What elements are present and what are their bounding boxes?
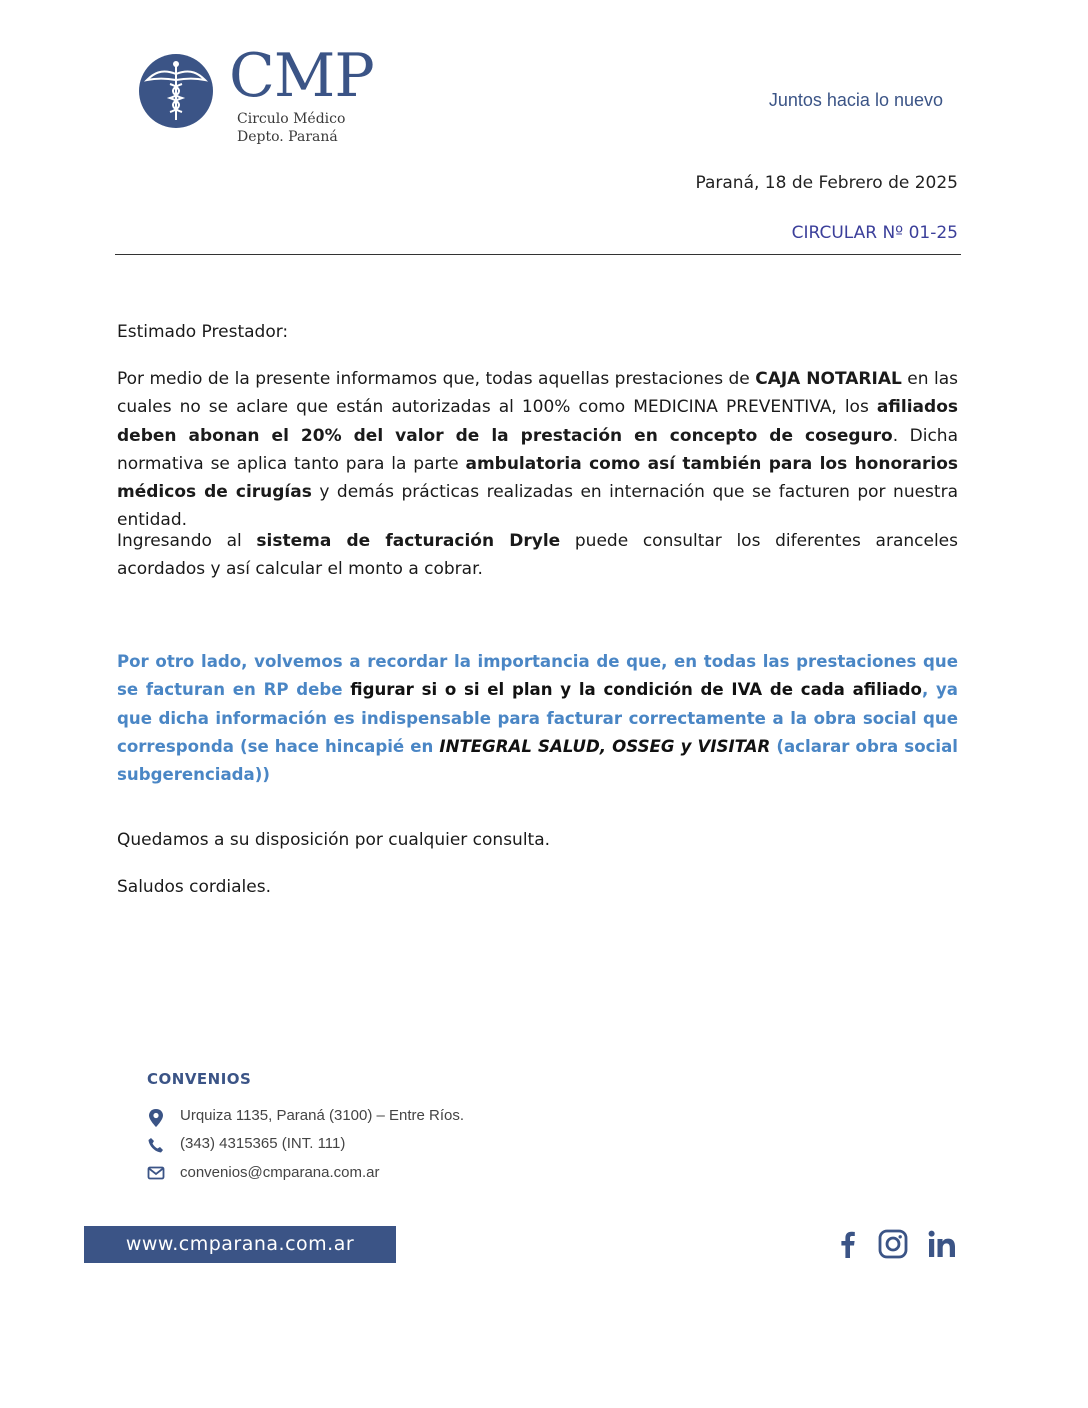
logo-subtitle-line2: Depto. Paraná [237,129,338,145]
p1-bold-caja-notarial: CAJA NOTARIAL [755,369,902,389]
email-link[interactable]: convenios@cmparana.com.ar [180,1164,380,1181]
logo-subtitle-line1: Circulo Médico [237,111,346,127]
greeting: Estimado Prestador: [117,322,289,342]
letter-date: Paraná, 18 de Febrero de 2025 [695,173,958,193]
cmp-logo [139,41,379,152]
location-pin-icon [147,1108,165,1126]
website-link[interactable]: www.cmparana.com.ar [84,1226,396,1263]
p3-obras-sociales: INTEGRAL SALUD, OSSEG y VISITAR [439,736,771,756]
p2-text-c: puede consultar los diferentes aranceles acordados y así calcular el monto a cobrar. [117,531,958,580]
logo-text: CMP [229,41,374,111]
caduceus-icon [139,54,213,128]
p1-bold-coseguro: afiliados deben abonan el 20% del valor de la prestación en concepto de coseguro [117,397,958,446]
address-text: Urquiza 1135, Paraná (3100) – Entre Ríos. [180,1107,465,1124]
p1-text-a: Por medio de la presente informamos que, todas aquellas prestaciones de [117,369,756,389]
envelope-icon [147,1165,165,1183]
circular-number: CIRCULAR Nº 01-25 [791,223,958,243]
paragraph-caja-notarial [117,365,958,535]
logo-subtitle [237,110,345,146]
p2-bold-dryle: sistema de facturación Dryle [256,531,561,551]
p1-text-g: y demás prácticas realizadas en internación que se facturen por nuestra entidad. [117,482,958,531]
p2-text-a: Ingresando al [117,531,257,551]
phone-text: (343) 4315365 (INT. 111) [180,1135,346,1152]
p3-text-e: (aclarar obra social subgerenciada)) [117,736,958,785]
linkedin-icon[interactable] [926,1228,958,1260]
p1-bold-ambulatoria: ambulatoria como así también para los honorarios médicos de cirugías [117,453,959,503]
p3-bold-plan-iva: figurar si o si el plan y la condición de IVA de cada afiliado [350,680,922,700]
phone-icon [147,1136,165,1154]
facebook-icon[interactable] [832,1228,864,1260]
header-divider [115,254,961,255]
p3-text-c: , ya que dicha información es indispensable para facturar correctamente a la obra social que corresponda (se hace hincapié en [117,680,959,756]
slogan: Juntos hacia lo nuevo [768,90,943,110]
paragraph-rp-reminder [117,648,958,789]
footer-title: CONVENIOS [147,1070,252,1088]
p1-text-c: en las cuales no se aclare que están autorizadas al 100% como MEDICINA PREVENTIVA, los [117,369,958,418]
p1-text-e: . Dicha normativa se aplica tanto para la parte [117,425,958,474]
closing-line: Quedamos a su disposición por cualquier consulta. [117,830,551,850]
paragraph-dryle [117,527,958,584]
signoff: Saludos cordiales. [117,877,271,897]
p3-text-a: Por otro lado, volvemos a recordar la importancia de que, en todas las prestaciones que se facturan en RP debe [117,652,958,700]
instagram-icon[interactable] [877,1228,909,1260]
